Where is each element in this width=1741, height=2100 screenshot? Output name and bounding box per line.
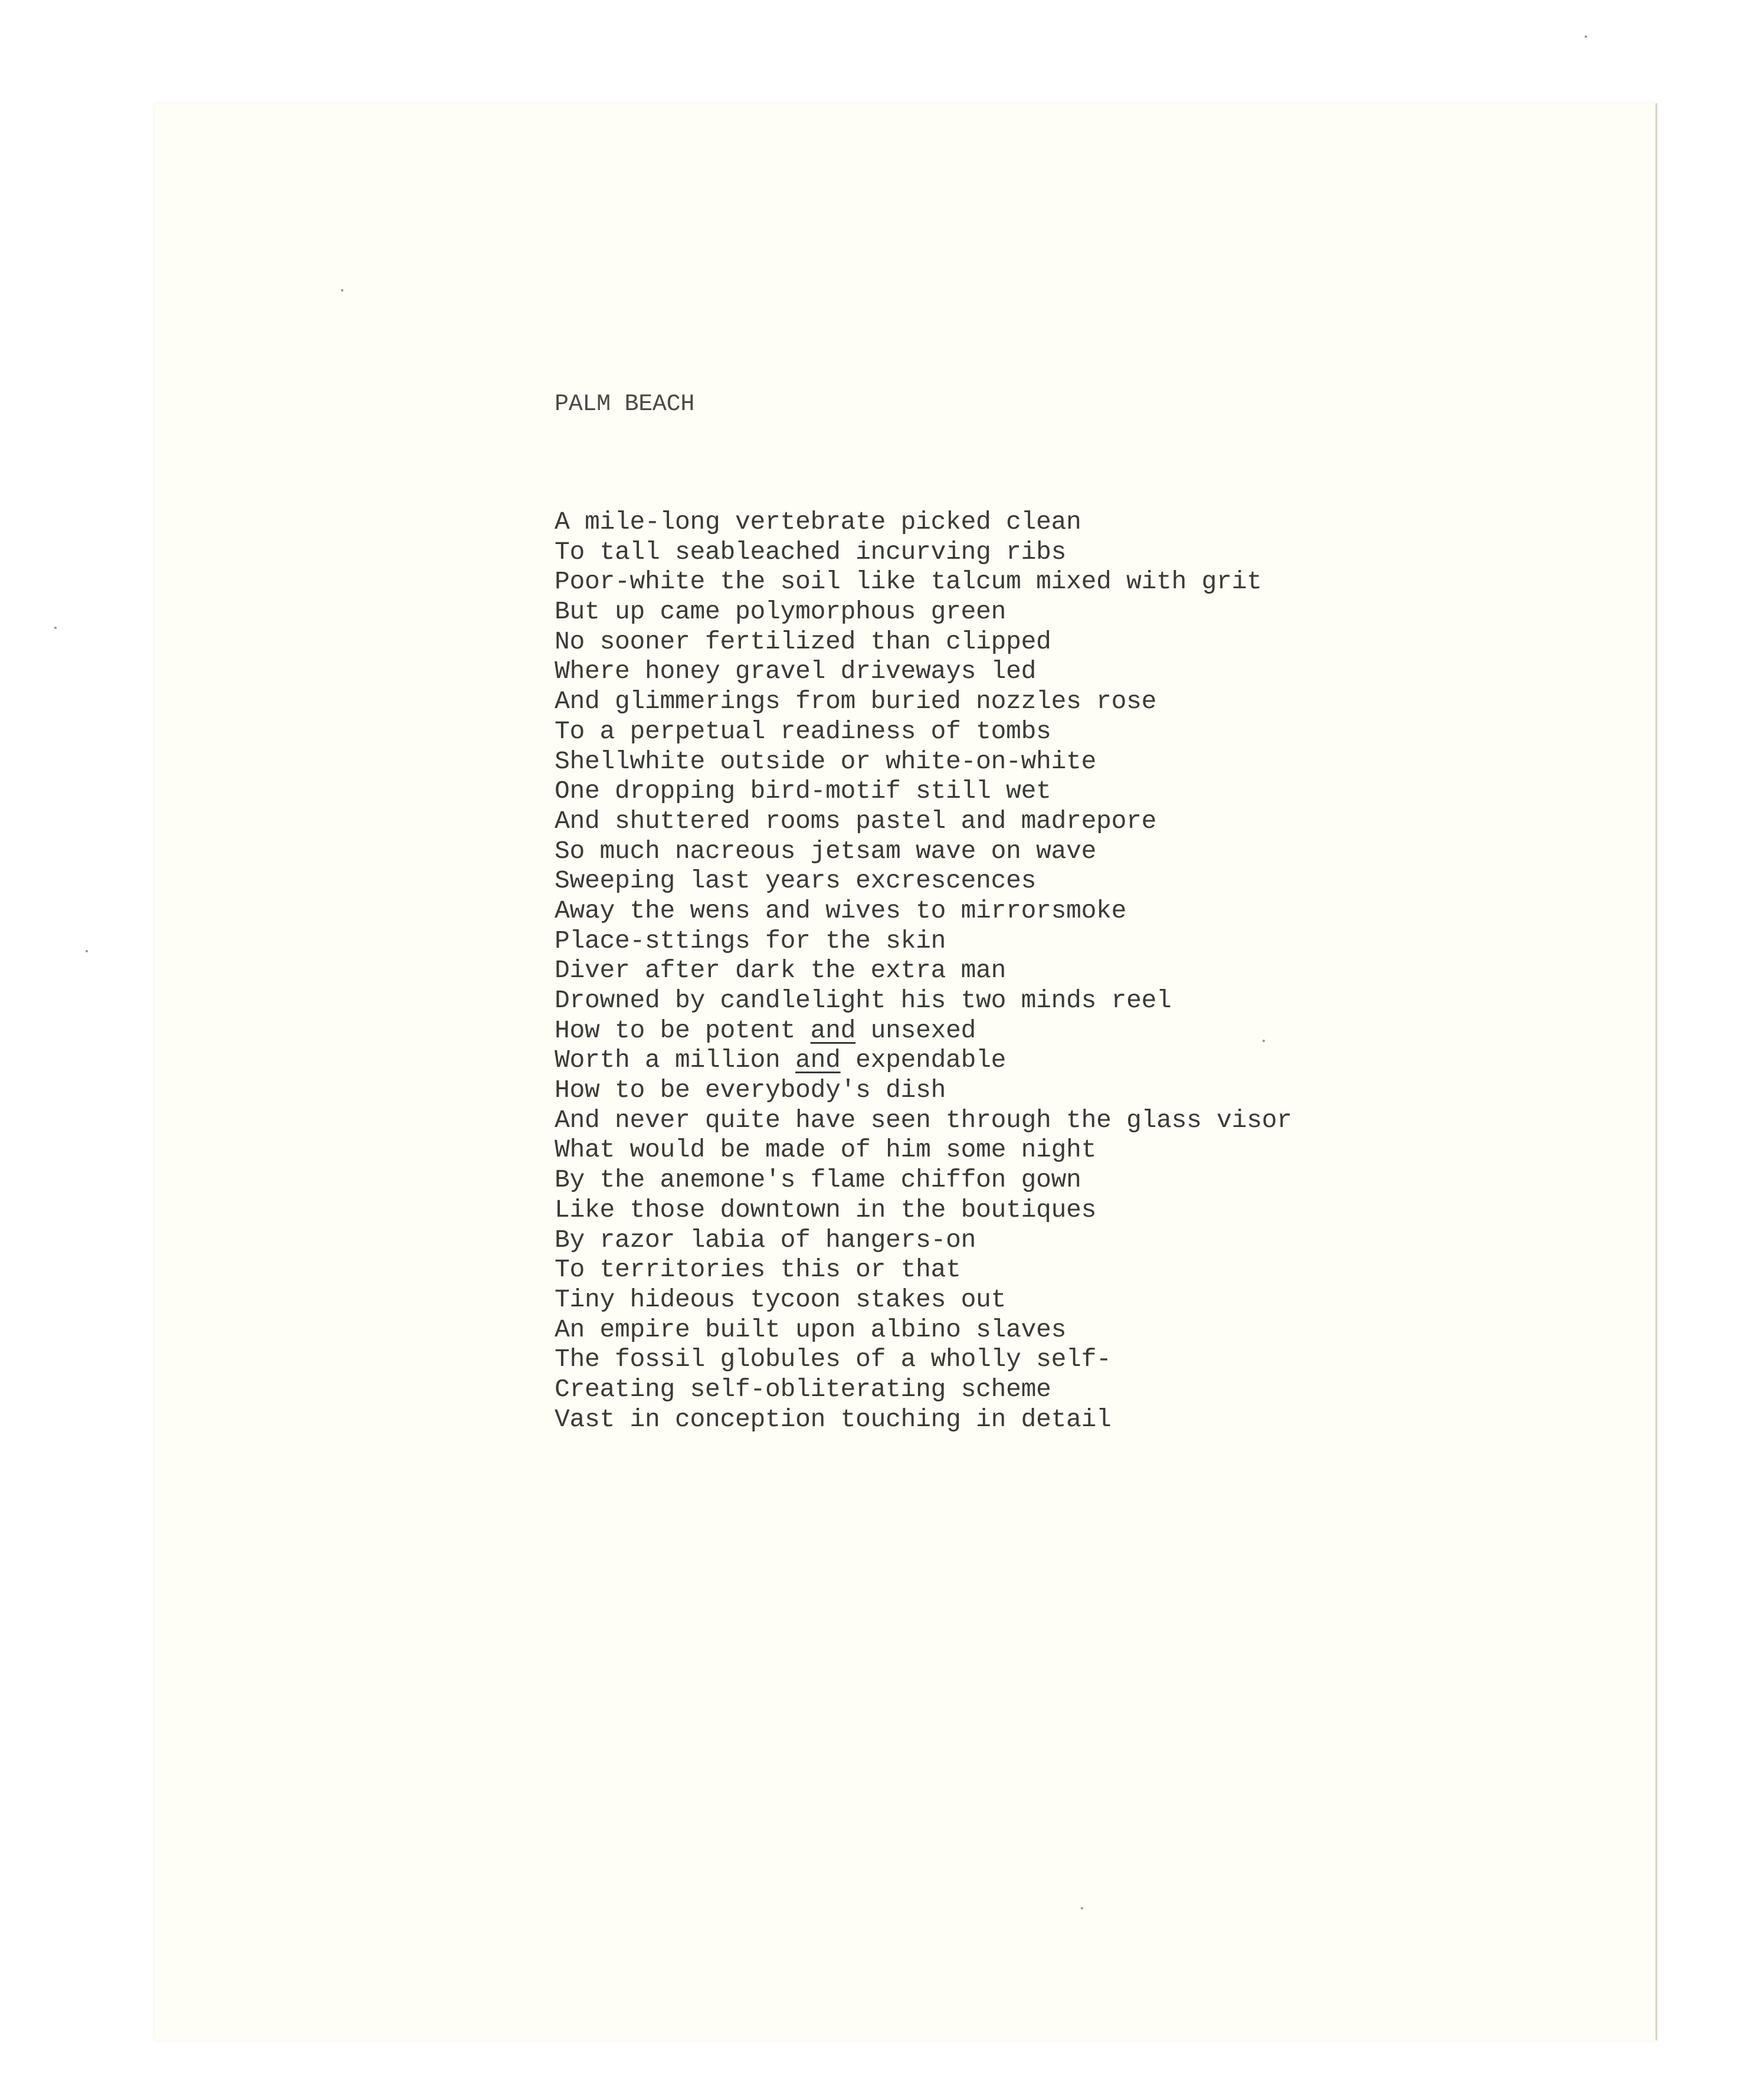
scan-speck (1585, 35, 1587, 38)
poem-line: Creating self-obliterating scheme (555, 1374, 1051, 1404)
poem-line: No sooner fertilized than clipped (555, 627, 1051, 656)
poem-line: How to be everybody's dish (555, 1076, 946, 1105)
poem-typescript (555, 329, 1292, 1463)
poem-line: To territories this or that (555, 1255, 961, 1285)
poem-line: Vast in conception touching in detail (555, 1404, 1112, 1434)
poem-line: So much nacreous jetsam wave on wave (555, 836, 1097, 866)
scan-speck (1081, 1907, 1083, 1909)
poem-line: Drowned by candlelight his two minds reel (555, 986, 1172, 1015)
poem-line: And glimmerings from buried nozzles rose (555, 687, 1157, 716)
poem-line: Where honey gravel driveways led (555, 657, 1037, 686)
page-edge (1655, 103, 1657, 2040)
underlined-word: and (795, 1046, 841, 1075)
poem-line: By the anemone's flame chiffon gown (555, 1165, 1081, 1195)
poem-line: But up came polymorphous green (555, 597, 1006, 627)
poem-line (555, 1016, 1292, 1046)
poem-line: And shuttered rooms pastel and madrepore (555, 806, 1157, 836)
poem-line: Shellwhite outside or white-on-white (555, 746, 1097, 776)
poem-line: What would be made of him some night (555, 1135, 1097, 1165)
scan-speck (1263, 1040, 1265, 1042)
poem-line: To a perpetual readiness of tombs (555, 716, 1051, 746)
poem-line: Diver after dark the extra man (555, 956, 1006, 985)
scan-speck (341, 289, 343, 291)
poem-line: And never quite have seen through the glass visor (555, 1105, 1292, 1135)
poem-line: Place-sttings for the skin (555, 926, 946, 955)
poem-line: One dropping bird-motif still wet (555, 777, 1051, 806)
poem-line: A mile-long vertebrate picked clean (555, 507, 1081, 536)
poem-line: Poor-white the soil like talcum mixed with grit (555, 567, 1262, 597)
poem-line: Tiny hideous tycoon stakes out (555, 1285, 1006, 1314)
poem-line: To tall seableached incurving ribs (555, 537, 1067, 566)
poem-line: By razor labia of hangers-on (555, 1225, 976, 1254)
poem-line: The fossil globules of a wholly self- (555, 1345, 1112, 1374)
poem-line: Like those downtown in the boutiques (555, 1195, 1097, 1224)
scan-speck (54, 627, 57, 629)
poem-line-text: How to be potent (555, 1015, 811, 1045)
poem-line: Sweeping last years excrescences (555, 866, 1037, 896)
poem-line-text: expendable (840, 1046, 1006, 1075)
poem-line: An empire built upon albino slaves (555, 1315, 1067, 1344)
underlined-word: and (810, 1015, 856, 1045)
poem-line (555, 1046, 1292, 1076)
poem-line: Away the wens and wives to mirrorsmoke (555, 896, 1127, 925)
poem-body (555, 507, 1292, 1434)
poem-line-text: unsexed (855, 1015, 976, 1045)
poem-line-text: Worth a million (555, 1046, 796, 1075)
scan-speck (86, 950, 88, 952)
poem-title: PALM BEACH (555, 391, 695, 418)
